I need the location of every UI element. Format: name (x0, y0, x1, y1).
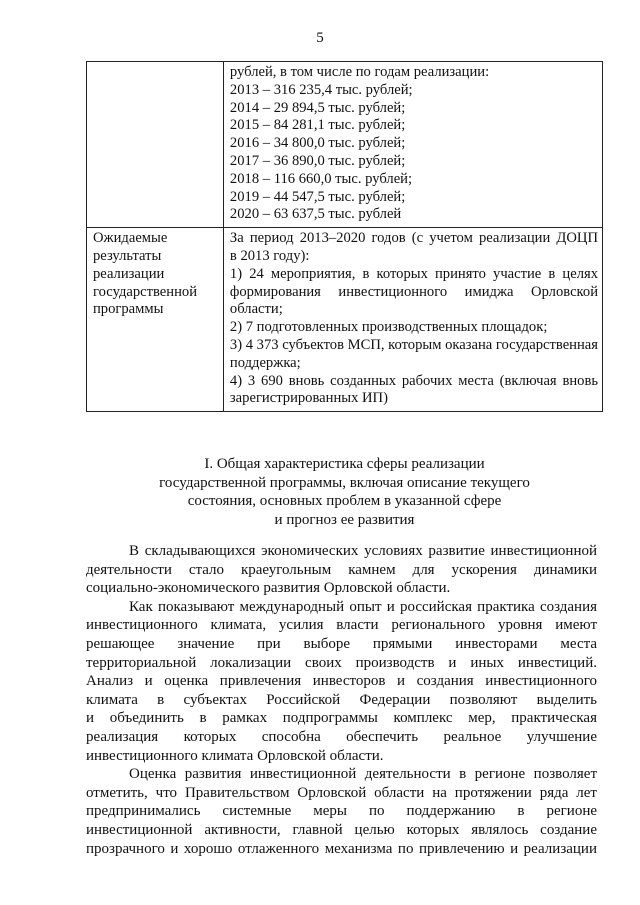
table-label-cell (87, 62, 224, 228)
result-line: области; (229, 301, 283, 318)
body-line: социально-экономического развития Орловской области. (86, 580, 451, 597)
body-line: решающее значение при выборе прямыми инвесторами места (86, 635, 597, 652)
label-line: государственной (93, 283, 198, 300)
financing-line-2019: 2019 – 44 547,5 тыс. рублей; (229, 188, 406, 205)
body-text (86, 542, 597, 858)
result-line: зарегистрированных ИП) (229, 390, 388, 407)
body-line: В складывающихся экономических условиях развитие инвестиционной (129, 543, 597, 559)
body-line: Оценка развития инвестиционной деятельности в регионе позволяет (129, 766, 597, 783)
body-line: территориальной локализации своих производств и иных инвестиций. (86, 654, 597, 671)
result-line: 1) 24 мероприятия, в которых принято участие в целях (229, 265, 598, 282)
result-line: 2) 7 подготовленных производственных площадок; (229, 319, 548, 336)
financing-line-2018: 2018 – 116 660,0 тыс. рублей; (229, 170, 413, 187)
body-line: реализация которых способна обеспечить реальное улучшение (86, 728, 597, 745)
body-line: отметить, что Правительством Орловской области на протяжении ряда лет (86, 784, 597, 801)
financing-line-2020: 2020 – 63 637,5 тыс. рублей (229, 206, 402, 223)
heading-line: I. Общая характеристика сферы реализации (204, 456, 485, 472)
result-line: 3) 4 373 субъектов МСП, которым оказана государственная (229, 336, 598, 353)
program-passport-table (86, 61, 603, 412)
table-label-cell-expected-results (87, 228, 224, 412)
label-line: Ожидаемые (93, 230, 168, 247)
body-line: и объединить в рамках подпрограммы комплекс мер, практическая (86, 710, 597, 727)
heading-line: государственной программы, включая описание текущего (159, 474, 530, 491)
label-line: реализации (93, 265, 165, 282)
table-row-financing (87, 62, 603, 228)
body-line: инвестиционной активности, главной целью которых являлось создание (86, 821, 597, 838)
financing-line-2013: 2013 – 316 235,4 тыс. рублей; (229, 81, 413, 98)
table-row-expected-results (87, 228, 603, 412)
result-line: 4) 3 690 вновь созданных рабочих места (включая вновь (229, 372, 598, 389)
table-value-cell-financing (223, 62, 602, 228)
body-line: климата в субъектах Российской Федерации позволяют выделить (86, 691, 597, 708)
body-line: прозрачного и хорошо отлаженного механизма по привлечению и реализации (86, 840, 597, 857)
body-line: инвестиционного климата Орловской области. (86, 747, 384, 764)
label-line: результаты (93, 247, 162, 264)
body-line: Анализ и оценка привлечения инвесторов и создания инвестиционного (86, 673, 597, 690)
financing-line-2017: 2017 – 36 890,0 тыс. рублей; (229, 152, 406, 169)
financing-line-2016: 2016 – 34 800,0 тыс. рублей; (229, 135, 406, 152)
heading-line: и прогноз ее развития (274, 511, 415, 528)
section-heading (86, 455, 603, 529)
body-line: инвестиционного климата, усилия власти регионального уровня имеют (86, 617, 597, 634)
result-line: поддержка; (229, 354, 301, 371)
result-line: формирования инвестиционного имиджа Орловской (229, 283, 598, 300)
table-value-cell-expected-results (223, 228, 602, 412)
heading-line: состояния, основных проблем в указанной сфере (187, 493, 502, 510)
financing-line: рублей, в том числе по годам реализации: (229, 64, 490, 80)
page-number: 5 (316, 30, 324, 46)
result-line: За период 2013–2020 годов (с учетом реализации ДОЦП (229, 230, 598, 247)
result-line: в 2013 году): (229, 247, 310, 264)
financing-line-2014: 2014 – 29 894,5 тыс. рублей; (229, 99, 406, 116)
label-line: программы (93, 301, 164, 318)
body-line: деятельности стало краеугольным камнем для ускорения динамики (86, 561, 597, 578)
financing-line-2015: 2015 – 84 281,1 тыс. рублей; (229, 117, 406, 134)
body-line: Как показывают международный опыт и российская практика создания (129, 598, 597, 615)
body-line: предпринимались системные меры по поддержанию в регионе (86, 803, 597, 820)
